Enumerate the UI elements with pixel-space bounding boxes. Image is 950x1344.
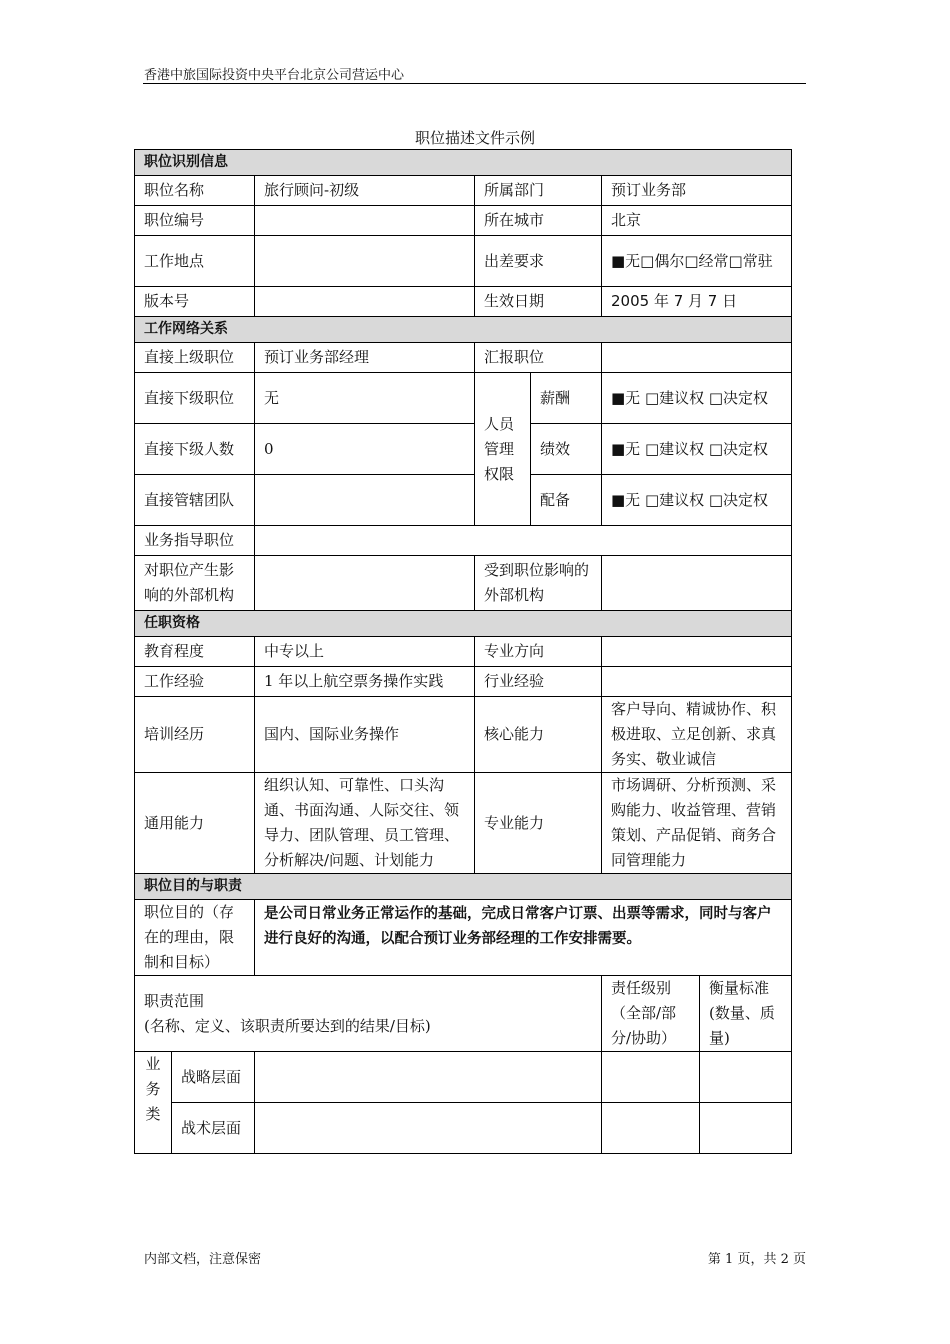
affected-value — [602, 556, 792, 611]
section-qualification: 任职资格 — [135, 611, 792, 637]
authority-pay-value: ■无 □建议权 □决定权 — [602, 373, 792, 424]
position-name-value: 旅行顾问-初级 — [255, 176, 475, 206]
strategic-label: 战略层面 — [172, 1052, 255, 1103]
experience-label: 工作经验 — [135, 667, 255, 697]
education-label: 教育程度 — [135, 637, 255, 667]
guide-value — [255, 526, 792, 556]
job-description-table — [134, 149, 792, 1154]
scope-sub: (名称、定义、该职责所要达到的结果/目标) — [144, 1016, 431, 1035]
section-identification: 职位识别信息 — [135, 150, 792, 176]
travel-value: ■无□偶尔□经常□常驻 — [602, 236, 792, 287]
location-value — [255, 236, 475, 287]
major-value — [602, 637, 792, 667]
purpose-label: 职位目的（存在的理由，限制和目标） — [135, 900, 255, 976]
superior-value: 预订业务部经理 — [255, 343, 475, 373]
general-label: 通用能力 — [135, 773, 255, 874]
tactical-level — [602, 1103, 700, 1154]
footer-confidential: 内部文档，注意保密 — [144, 1252, 262, 1267]
header-company: 香港中旅国际投资中央平台北京公司营运中心 — [144, 68, 405, 83]
measure-label: 衡量标准(数量、质量) — [700, 976, 792, 1052]
education-value: 中专以上 — [255, 637, 475, 667]
scope-cell — [135, 976, 602, 1052]
professional-label: 专业能力 — [475, 773, 602, 874]
document-title: 职位描述文件示例 — [414, 129, 535, 147]
section-network: 工作网络关系 — [135, 317, 792, 343]
position-name-label: 职位名称 — [135, 176, 255, 206]
experience-value: 1 年以上航空票务操作实践 — [255, 667, 475, 697]
superior-label: 直接上级职位 — [135, 343, 255, 373]
business-label: 业务类 — [135, 1052, 172, 1154]
training-label: 培训经历 — [135, 697, 255, 773]
team-value — [255, 475, 475, 526]
subordinate-label: 直接下级职位 — [135, 373, 255, 424]
team-label: 直接管辖团队 — [135, 475, 255, 526]
core-value: 客户导向、精诚协作、积极进取、立足创新、求真务实、敬业诚信 — [602, 697, 792, 773]
tactical-scope — [255, 1103, 602, 1154]
major-label: 专业方向 — [475, 637, 602, 667]
sub-count-label: 直接下级人数 — [135, 424, 255, 475]
professional-value: 市场调研、分析预测、采购能力、收益管理、营销策划、产品促销、商务合同管理能力 — [602, 773, 792, 874]
industry-value — [602, 667, 792, 697]
affect-out-label: 对职位产生影响的外部机构 — [135, 556, 255, 611]
subordinate-value: 无 — [255, 373, 475, 424]
location-label: 工作地点 — [135, 236, 255, 287]
version-label: 版本号 — [135, 287, 255, 317]
affected-label: 受到职位影响的外部机构 — [475, 556, 602, 611]
purpose-text: 是公司日常业务正常运作的基础，完成日常客户订票、出票等需求，同时与客户进行良好的沟通，以配合预订业务部经理的工作安排需要。 — [255, 900, 792, 976]
effective-value: 2005 年 7 月 7 日 — [602, 287, 792, 317]
strategic-level — [602, 1052, 700, 1103]
authority-label: 人员管理权限 — [475, 373, 531, 526]
general-value: 组织认知、可靠性、口头沟通、书面沟通、人际交往、领导力、团队管理、员工管理、分析解决/问题、计划能力 — [255, 773, 475, 874]
strategic-measure — [700, 1052, 792, 1103]
authority-pay-label: 薪酬 — [531, 373, 602, 424]
city-value: 北京 — [602, 206, 792, 236]
version-value — [255, 287, 475, 317]
authority-staffing-label: 配备 — [531, 475, 602, 526]
guide-label: 业务指导职位 — [135, 526, 255, 556]
authority-staffing-value: ■无 □建议权 □决定权 — [602, 475, 792, 526]
city-label: 所在城市 — [475, 206, 602, 236]
travel-label: 出差要求 — [475, 236, 602, 287]
header-divider — [143, 83, 806, 84]
scope-label: 职责范围 — [144, 991, 205, 1010]
affect-out-value — [255, 556, 475, 611]
industry-label: 行业经验 — [475, 667, 602, 697]
sub-count-value: 0 — [255, 424, 475, 475]
department-label: 所属部门 — [475, 176, 602, 206]
section-purpose: 职位目的与职责 — [135, 874, 792, 900]
authority-performance-label: 绩效 — [531, 424, 602, 475]
report-label: 汇报职位 — [475, 343, 602, 373]
effective-label: 生效日期 — [475, 287, 602, 317]
level-label: 责任级别（全部/部分/协助） — [602, 976, 700, 1052]
report-value — [602, 343, 792, 373]
authority-performance-value: ■无 □建议权 □决定权 — [602, 424, 792, 475]
position-no-label: 职位编号 — [135, 206, 255, 236]
position-no-value — [255, 206, 475, 236]
strategic-scope — [255, 1052, 602, 1103]
tactical-label: 战术层面 — [172, 1103, 255, 1154]
core-label: 核心能力 — [475, 697, 602, 773]
tactical-measure — [700, 1103, 792, 1154]
department-value: 预订业务部 — [602, 176, 792, 206]
training-value: 国内、国际业务操作 — [255, 697, 475, 773]
footer-page-number: 第 1 页，共 2 页 — [707, 1252, 806, 1267]
